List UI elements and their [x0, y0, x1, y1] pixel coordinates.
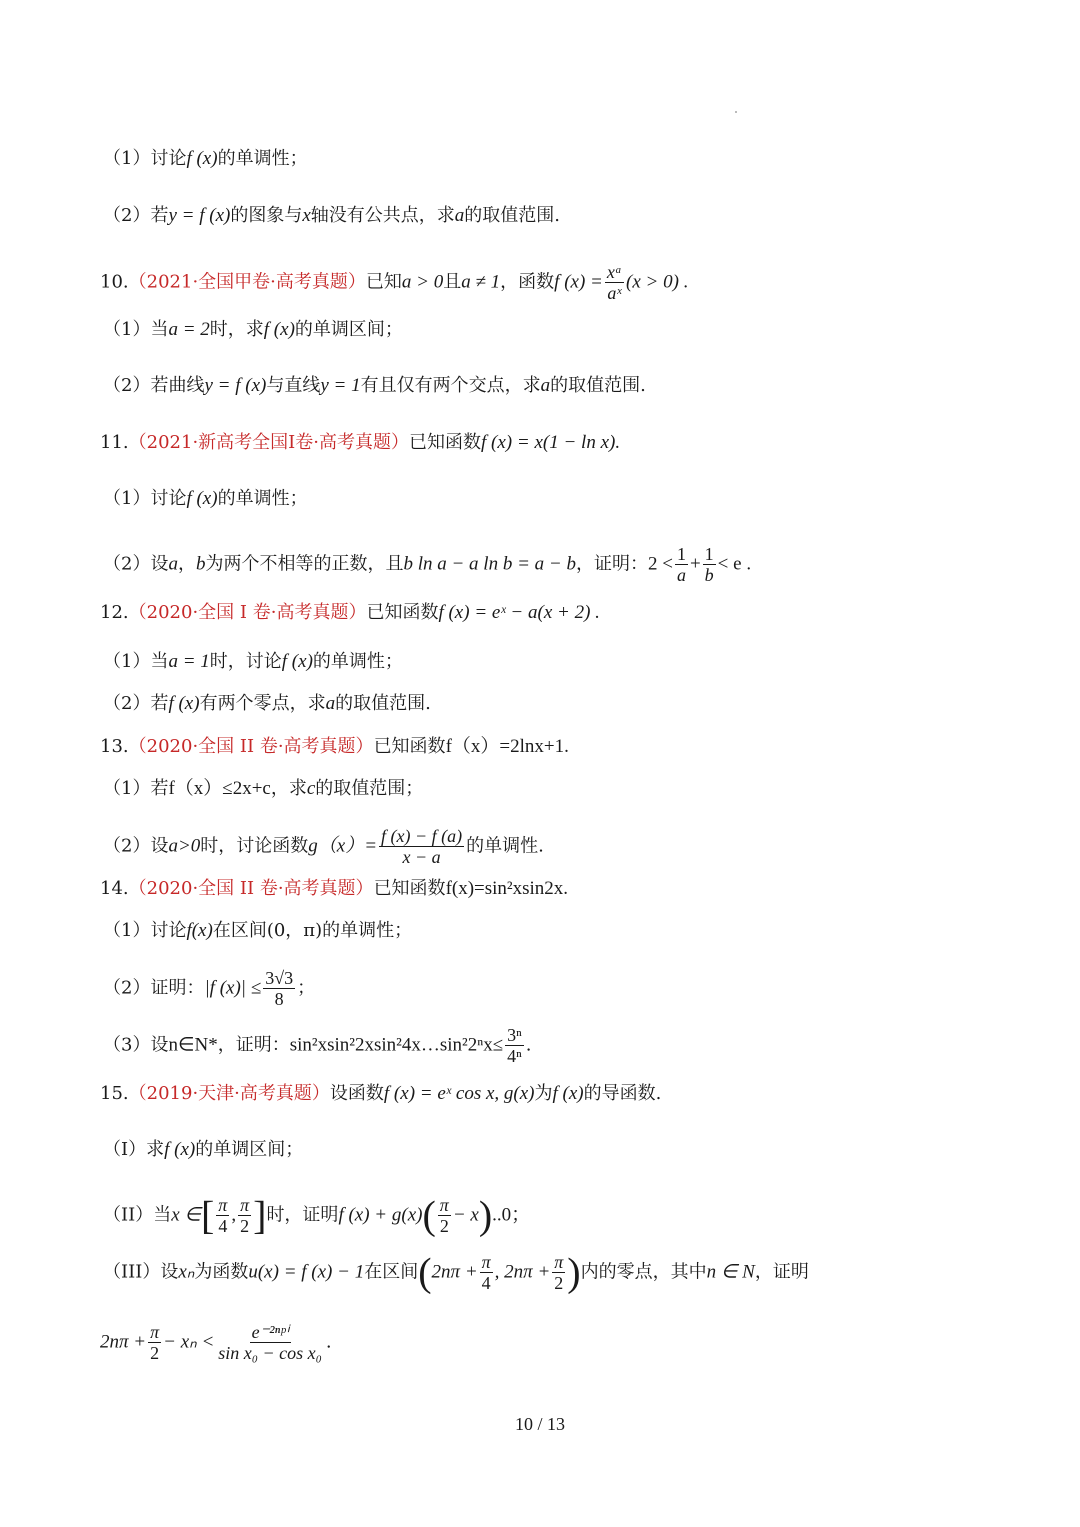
pi-over-2-b: $\frac{\pi}{2}$: [439, 1195, 449, 1236]
q9-part2: （2）若y = f (x)的图象与x轴没有公共点，求a的取值范围.: [103, 205, 560, 226]
q13-part2: （2）设a>0时，讨论函数g（x）= $\frac{f (x) - f (a)}{x - a}$ 的单调性.: [103, 826, 544, 867]
q11-stem: 11.（2021·新高考全国Ⅰ卷·高考真题）已知函数f (x) = x(1 − ln x).: [100, 432, 621, 453]
q10-stem: 10.（2021·全国甲卷·高考真题）已知a > 0且a ≠ 1，函数f (x) = $\frac{\text{xᵃ}}{\text{aˣ}}$ (x > 0) .: [100, 262, 689, 303]
q12-stem: 12.（2020·全国 I 卷·高考真题）已知函数f (x) = eˣ − a(x + 2) .: [100, 602, 600, 623]
pi-over-2-c: $\frac{\pi}{2}$: [554, 1252, 564, 1293]
q15-part2: （II）当x ∈[ $\frac{\pi}{4}$ , $\frac{\pi}{2}$ ]时，证明f (x) + g(x)( $\frac{\pi}{2}$ − x)..0；: [103, 1192, 531, 1238]
pi-over-4: $\frac{\pi}{4}$: [218, 1195, 228, 1236]
left-bracket: [: [200, 1192, 215, 1238]
q12-part2: （2）若f (x)有两个零点，求a的取值范围.: [103, 693, 431, 714]
right-paren: ): [567, 1249, 581, 1295]
q13-fraction: $\frac{f (x) - f (a)}{x - a}$: [381, 826, 463, 867]
q12-source: （2020·全国 I 卷·高考真题）: [128, 602, 367, 623]
left-paren: (: [418, 1249, 432, 1295]
page-number: 10 / 13: [514, 1414, 565, 1434]
q11-source: （2021·新高考全国Ⅰ卷·高考真题）: [128, 432, 410, 453]
q10-source: （2021·全国甲卷·高考真题）: [128, 271, 366, 293]
q15-part1: （I）求f (x)的单调区间；: [103, 1139, 304, 1160]
q14-product-fraction: $\frac{\text{3ⁿ}}{\text{4ⁿ}}$: [507, 1025, 522, 1066]
q14-part2: （2）证明：|f (x)| ≤ $\frac{3√3}{8}$ ；: [103, 968, 316, 1009]
pi-over-2: $\frac{\pi}{2}$: [240, 1195, 250, 1236]
q11-part2: （2）设a，b为两个不相等的正数，且b ln a − a ln b = a − b，证明：2 < $\frac{1}{a}$ + $\frac{1}{b}$ < e .: [103, 544, 752, 585]
q10-part2: （2）若曲线y = f (x)与直线y = 1有且仅有两个交点，求a的取值范围.: [103, 375, 646, 396]
pi-over-4-c: $\frac{\pi}{4}$: [481, 1252, 491, 1293]
q9-part1: （1）讨论f (x)的单调性；: [103, 148, 308, 169]
q15-part3: （III）设xₙ为函数u(x) = f (x) − 1在区间(2nπ + $\frac{\pi}{4}$ , 2nπ + $\frac{\pi}{2}$ )内的零点，其中n ∈ N，证明: [103, 1249, 809, 1295]
q13-source: （2020·全国 II 卷·高考真题）: [128, 736, 374, 757]
q15-inequality: 2nπ + $\frac{\pi}{2}$ − xₙ < $\frac{\text{e⁻²ⁿᵖⁱ}}{\text{sin x₀ − cos x₀}}$ .: [100, 1322, 332, 1363]
pi-over-2-d: $\frac{\pi}{2}$: [150, 1322, 160, 1363]
left-paren: (: [422, 1192, 436, 1238]
q14-source: （2020·全国 II 卷·高考真题）: [128, 878, 374, 899]
q14-stem: 14.（2020·全国 II 卷·高考真题）已知函数f(x)=sin²xsin2x.: [100, 878, 569, 899]
q12-part1: （1）当a = 1时，讨论f (x)的单调性；: [103, 651, 403, 672]
q13-part1: （1）若f（x）≤2x+c，求c的取值范围；: [103, 778, 424, 799]
q13-stem: 13.（2020·全国 II 卷·高考真题）已知函数f（x）=2lnx+1.: [100, 736, 569, 757]
q14-part3: （3）设n∈N*，证明：sin²xsin²2xsin²4x…sin²2ⁿx≤ $\frac{\text{3ⁿ}}{\text{4ⁿ}}$ .: [103, 1025, 532, 1066]
q15-source: （2019·天津·高考真题）: [128, 1083, 330, 1104]
q14-part1: （1）讨论f(x)在区间(0，π)的单调性；: [103, 920, 413, 941]
q14-bound-fraction: $\frac{3√3}{8}$: [265, 968, 294, 1009]
right-bracket: ]: [253, 1192, 267, 1238]
exp-fraction: $\frac{\text{e⁻²ⁿᵖⁱ}}{\text{sin x₀ − cos x₀}}$: [218, 1322, 322, 1363]
q10-part1: （1）当a = 2时，求f (x)的单调区间；: [103, 319, 403, 340]
q11-frac-b: $\frac{1}{b}$: [704, 544, 714, 585]
right-paren: ): [478, 1192, 493, 1238]
q10-fraction: $\frac{\text{xᵃ}}{\text{aˣ}}$: [606, 262, 623, 303]
q11-part1: （1）讨论f (x)的单调性；: [103, 488, 308, 509]
scan-speck: [735, 111, 737, 113]
q11-frac-a: $\frac{1}{a}$: [676, 544, 686, 585]
q15-stem: 15.（2019·天津·高考真题）设函数f (x) = eˣ cos x, g(x)为f (x)的导函数.: [100, 1083, 662, 1104]
